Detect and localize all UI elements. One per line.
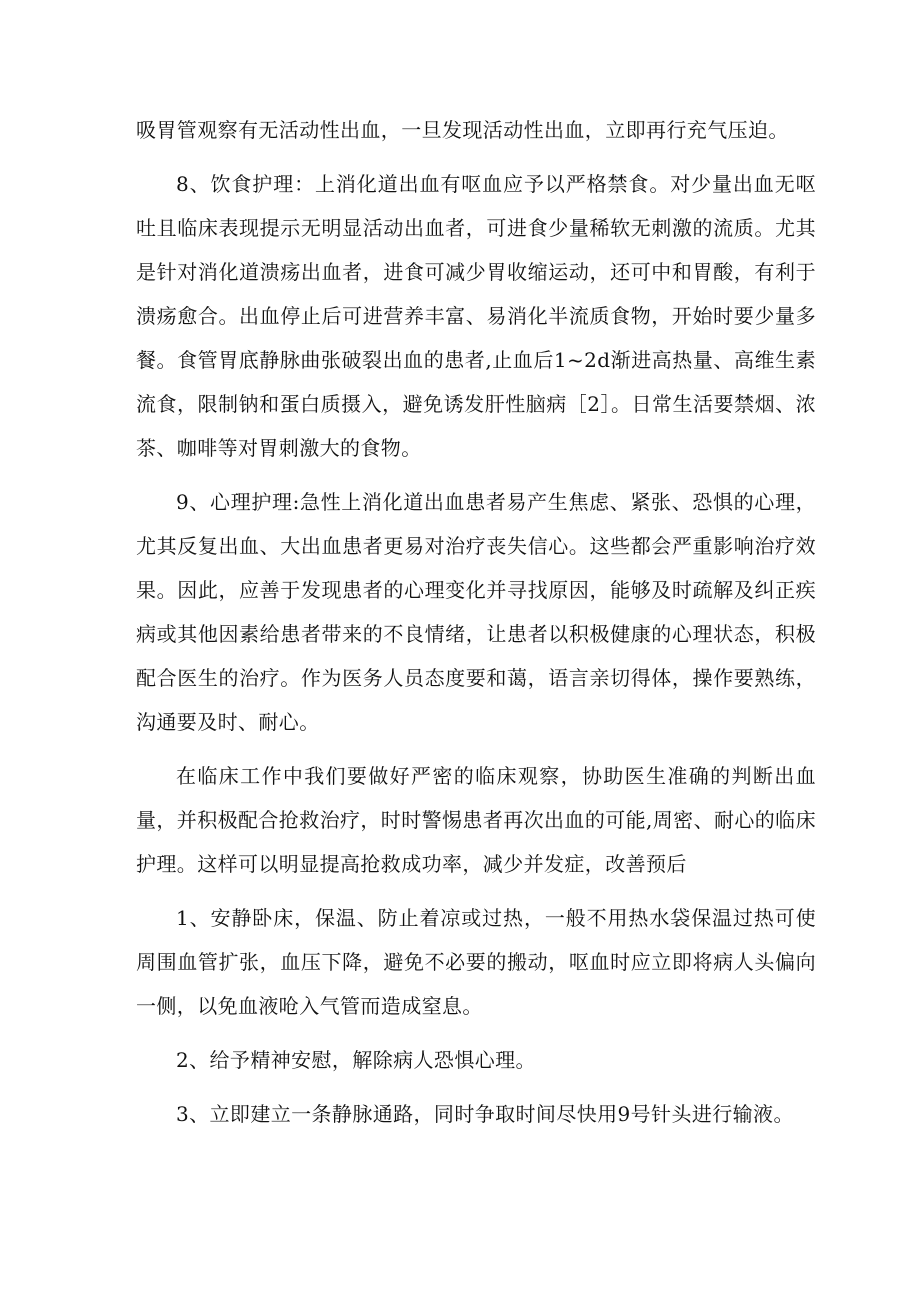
document-body: [136, 108, 816, 1146]
paragraph-continuation: 吸胃管观察有无活动性出血，一旦发现活动性出血，立即再行充气压迫。: [136, 118, 789, 142]
paragraph-diet-care: 8、饮食护理：上消化道出血有呕血应予以严格禁食。对少量出血无呕吐且临床表现提示无明显活动出血者，可进食少量稀软无刺激的流质。尤其是针对消化道溃疡出血者，进食可减少胃收缩运动，还可中和胃酸，有利于溃疡愈合。出血停止后可进营养丰富、易消化半流质食物，开始时要少量多餐。食管胃底静脉曲张破裂出血的患者,止血后1~2d渐进高热量、高维生素流食，限制钠和蛋白质摄入，避免诱发肝性脑病［2］。日常生活要禁烟、浓茶、咖啡等对胃刺激大的食物。: [136, 172, 816, 460]
paragraph-clinical-observation: 在临床工作中我们要做好严密的临床观察，协助医生准确的判断出血量，并积极配合抢救治疗，时时警惕患者再次出血的可能,周密、耐心的临床护理。这样可以明显提高抢救成功率，减少并发症，改善预后: [136, 764, 816, 876]
paragraph-comfort: 2、给予精神安慰，解除病人恐惧心理。: [176, 1048, 536, 1072]
paragraph-psychological-care: 9、心理护理:急性上消化道出血患者易产生焦虑、紧张、恐惧的心理，尤其反复出血、大出血患者更易对治疗丧失信心。这些都会严重影响治疗效果。因此，应善于发现患者的心理变化并寻找原因，能够及时疏解及纠正疾病或其他因素给患者带来的不良情绪，让患者以积极健康的心理状态，积极配合医生的治疗。作为医务人员态度要和蔼，语言亲切得体，操作要熟练，沟通要及时、耐心。: [136, 490, 816, 734]
paragraph-iv-access: 3、立即建立一条静脉通路，同时争取时间尽快用9号针头进行输液。: [176, 1102, 794, 1126]
paragraph-bed-rest: 1、安静卧床，保温、防止着凉或过热，一般不用热水袋保温过热可使周围血管扩张，血压下降，避免不必要的搬动，呕血时应立即将病人头偏向一侧，以免血液呛入气管而造成窒息。: [136, 906, 816, 1018]
